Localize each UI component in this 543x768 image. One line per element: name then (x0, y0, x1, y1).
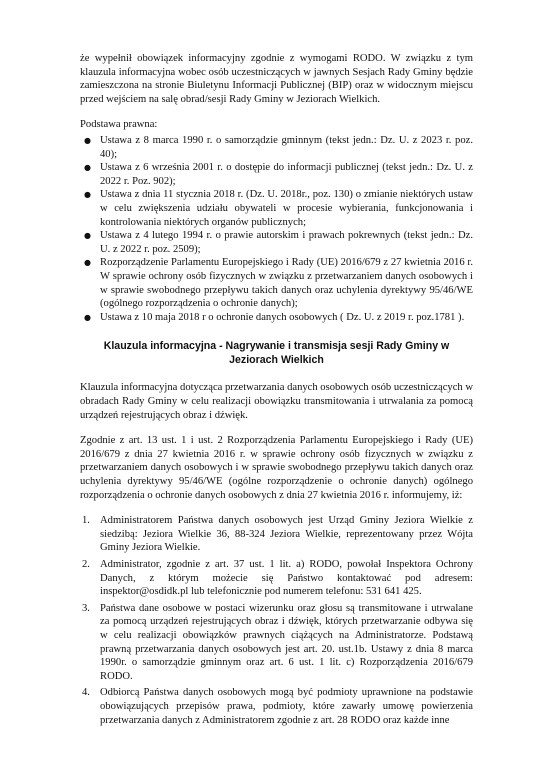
legal-basis-item-text: Ustawa z 10 maja 2018 r o ochronie danych osobowych ( Dz. U. z 2019 r. poz.1781 ). (100, 311, 465, 323)
clause-item (80, 686, 473, 727)
bullet-icon: ● (84, 135, 91, 145)
legal-basis-item (80, 229, 473, 256)
legal-basis-item-text: Ustawa z dnia 11 stycznia 2018 r. (Dz. U. 2018r., poz. 130) o zmianie niektórych ustaw w celu zwiększenia udziału obywateli w procesie wybierania, funkcjonowania i kontrolowania niektórych organów publicznych; (100, 189, 473, 228)
section-title: Klauzula informacyjna - Nagrywanie i transmisja sesji Rady Gminy w Jeziorach Wielkich (103, 340, 450, 366)
clause-text: Państwa dane osobowe w postaci wizerunku oraz głosu są transmitowane i utrwalane za pomocą urządzeń rejestrujących obraz i dźwięk, których przetwarzanie odbywa się w celu realizacji obowiązków prawnych ciążących na Administratorze. Podstawą prawną przetwarzania danych osobowych jest art. 20. ust.1b. Ustawy z dnia 8 marca 1990r. o samorządzie gminnym oraz art. 6 ust. 1 lit. c) Rozporządzenia 2016/679 RODO. (100, 602, 473, 682)
bullet-icon: ● (84, 258, 91, 268)
bullet-icon: ● (84, 312, 91, 322)
clause-text: Administratorem Państwa danych osobowych jest Urząd Gminy Jeziora Wielkie z siedzibą: Jeziora Wielkie 36, 88-324 Jeziora Wielkie, reprezentowany przez Wójta Gminy Jeziora Wielkie. (100, 515, 473, 554)
clause-list (80, 514, 473, 727)
legal-basis-item (80, 311, 473, 325)
clause-item (80, 558, 473, 599)
legal-basis-item-text: Rozporządzenie Parlamentu Europejskiego i Rady (UE) 2016/679 z 27 kwietnia 2016 r. W sprawie ochrony osób fizycznych w związku z przetwarzaniem danych osobowych i w sprawie swobodnego przepływu takich danych oraz uchylenia dyrektywy 95/46/WE (ogólnego rozporządzenia o ochronie danych); (100, 257, 473, 310)
legal-basis-item (80, 134, 473, 161)
clause-number: 1. (82, 515, 90, 527)
clause-text: Odbiorcą Państwa danych osobowych mogą być podmioty uprawnione na podstawie obowiązujących przepisów prawa, podmioty, które zawarły umowę powierzenia przetwarzania danych z Administratorem zgodnie z art. 28 RODO oraz każde inne (100, 687, 473, 726)
legal-basis-item (80, 256, 473, 310)
legal-reference-paragraph: Zgodnie z art. 13 ust. 1 i ust. 2 Rozporządzenia Parlamentu Europejskiego i Rady (UE) 2016/679 z dnia 27 kwietnia 2016 r. w sprawie ochrony osób fizycznych w związku z przetwarzaniem danych osobowych i w sprawie swobodnego przepływu takich danych oraz uchylenia dyrektywy 95/46/WE (ogólne rozporządzenie o ochronie danych) ogólnego rozporządzenia o ochronie danych osobowych z dnia 27 kwietnia 2016 r. informujemy, iż: (80, 435, 473, 501)
bullet-icon: ● (84, 231, 91, 241)
clause-item (80, 602, 473, 684)
clause-item (80, 514, 473, 555)
legal-basis-list (80, 134, 473, 324)
clause-number: 3. (82, 602, 90, 614)
intro-paragraph: że wypełnił obowiązek informacyjny zgodnie z wymogami RODO. W związku z tym klauzula informacyjna wobec osób uczestniczących w jawnych Sesjach Rady Gminy będzie zamieszczona na stronie Biuletynu Informacji Publicznej (BIP) oraz w widocznym miejscu przed wejściem na salę obrad/sesji Rady Gminy w Jeziorach Wielkich. (80, 53, 473, 105)
section-intro-paragraph: Klauzula informacyjna dotycząca przetwarzania danych osobowych osób uczestniczących w obradach Rady Gminy w celu realizacji obowiązku transmitowania i utrwalania za pomocą urządzeń rejestrujących obraz i dźwięk. (80, 382, 473, 421)
legal-basis-label: Podstawa prawna: (80, 119, 158, 131)
bullet-icon: ● (84, 190, 91, 200)
bullet-icon: ● (84, 163, 91, 173)
legal-basis-item-text: Ustawa z 6 września 2001 r. o dostępie do informacji publicznej (tekst jedn.: Dz. U. z 2022 r. Poz. 902); (100, 162, 473, 187)
legal-basis-item (80, 161, 473, 188)
legal-basis-item-text: Ustawa z 8 marca 1990 r. o samorządzie gminnym (tekst jedn.: Dz. U. z 2023 r. poz. 40); (100, 134, 473, 160)
legal-basis-item (80, 188, 473, 229)
clause-text: Administrator, zgodnie z art. 37 ust. 1 lit. a) RODO, powołał Inspektora Ochrony Danych, z którym możecie się Państwo kontaktować pod adresem: inspektor@osdidk.pl lub telefonicznie pod numerem telefonu: 531 641 425. (100, 559, 473, 598)
clause-number: 2. (82, 559, 90, 570)
clause-number: 4. (82, 687, 90, 699)
legal-basis-item-text: Ustawa z 4 lutego 1994 r. o prawie autorskim i prawach pokrewnych (tekst jedn.: Dz. U. z 2022 r. poz. 2509); (100, 230, 473, 255)
